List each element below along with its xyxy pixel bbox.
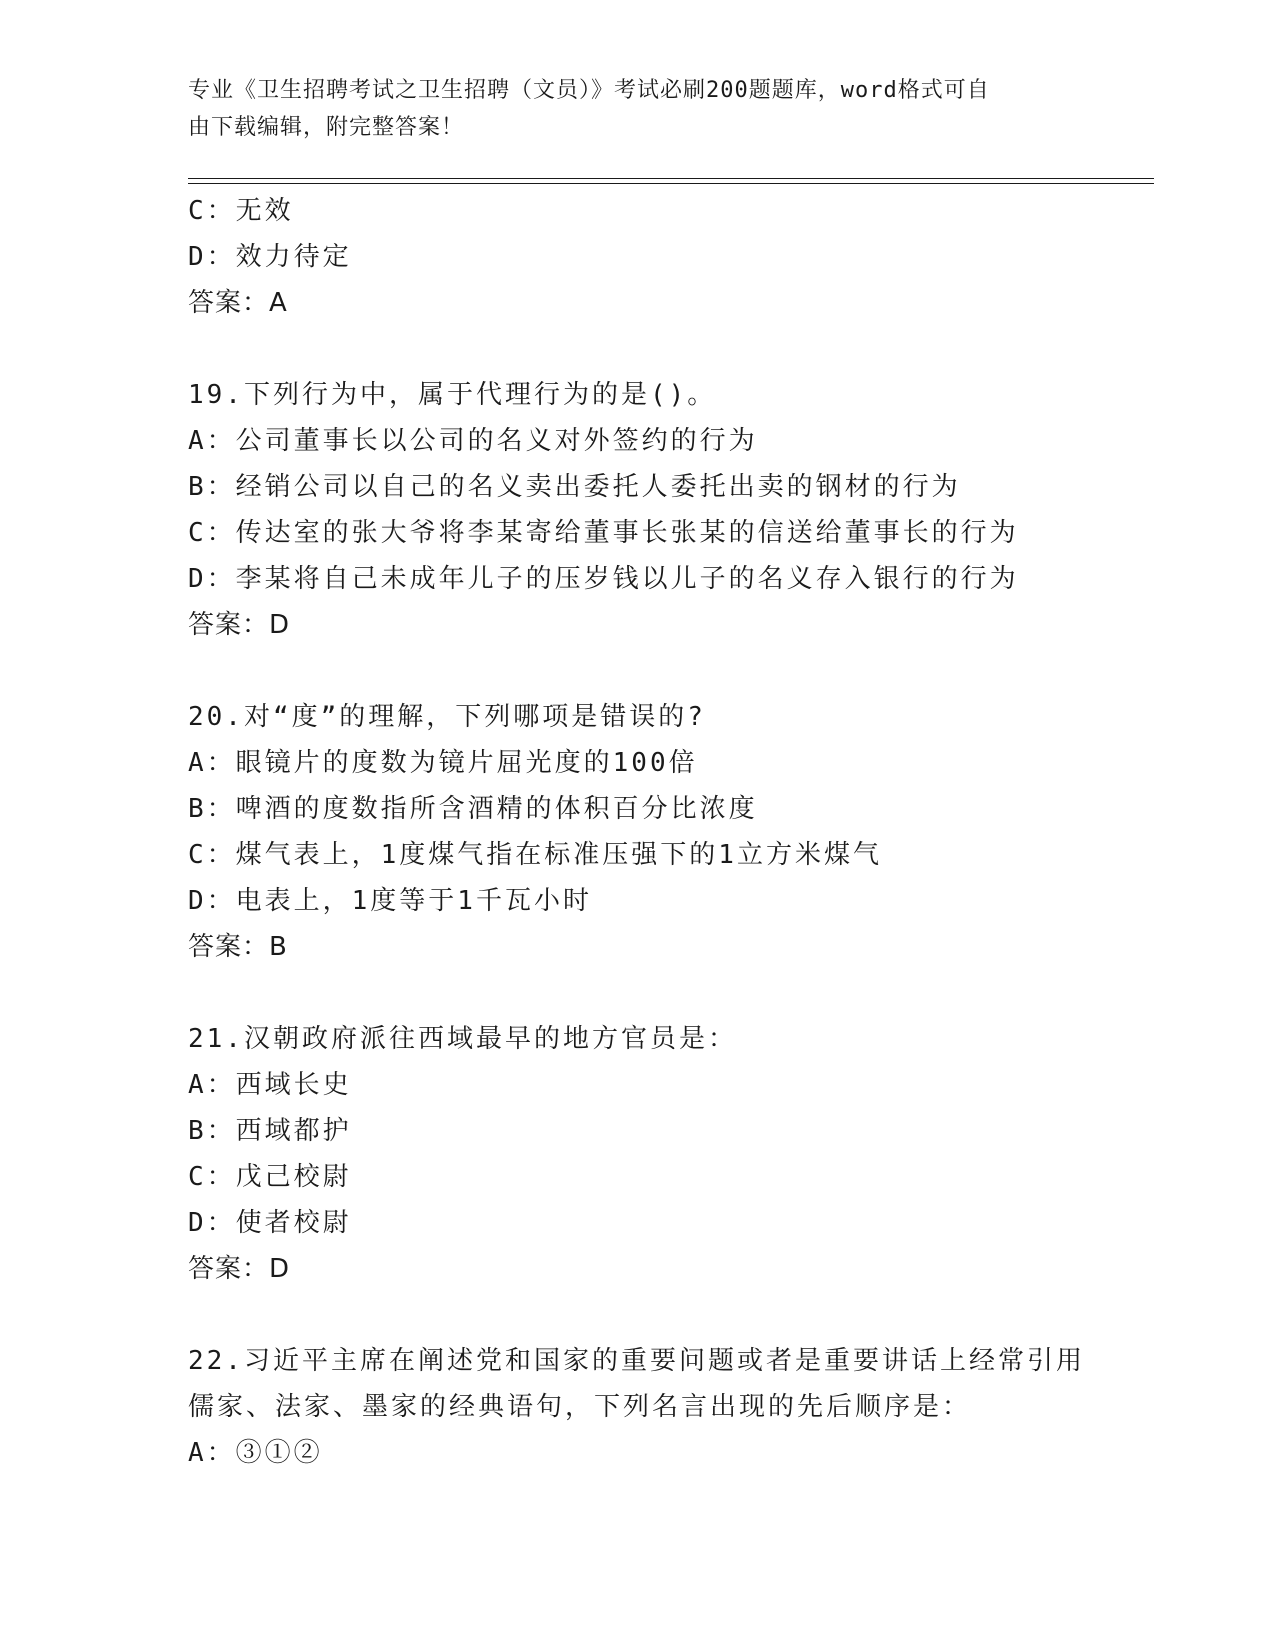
spacer [188,1292,1088,1338]
question-block-22 [188,1338,1088,1476]
question-text: 19.下列行为中，属于代理行为的是()。 [188,380,717,410]
option-d: D：效力待定 [188,242,352,272]
option-a: A：眼镜片的度数为镜片屈光度的100倍 [188,748,698,778]
question-text: 21.汉朝政府派往西域最早的地方官员是： [188,1024,737,1054]
option-a: A：③①② [188,1438,323,1468]
question-block-19 [188,372,1088,648]
header-line-2: 由下载编辑，附完整答案！ [188,115,465,140]
answer-line: 答案：D [188,1254,291,1284]
spacer [188,648,1088,694]
question-block-previous [188,188,1088,326]
option-d: D：电表上，1度等于1千瓦小时 [188,886,592,916]
spacer [188,970,1088,1016]
question-text-line-1: 22.习近平主席在阐述党和国家的重要问题或者是重要讲话上经常引用 [188,1346,1085,1376]
question-block-20 [188,694,1088,970]
answer-line: 答案：A [188,288,288,318]
answer-line: 答案：B [188,932,288,962]
question-text: 20.对“度”的理解，下列哪项是错误的? [188,702,706,732]
option-c: C：煤气表上，1度煤气指在标准压强下的1立方米煤气 [188,840,882,870]
answer-line: 答案：D [188,610,291,640]
option-d: D：使者校尉 [188,1208,352,1238]
option-c: C：传达室的张大爷将李某寄给董事长张某的信送给董事长的行为 [188,518,1019,548]
option-c: C：无效 [188,196,294,226]
option-b: B：西域都护 [188,1116,352,1146]
option-a: A：西域长史 [188,1070,352,1100]
document-header [188,72,1068,146]
option-c: C：戊己校尉 [188,1162,352,1192]
question-list [188,188,1088,1476]
question-block-21 [188,1016,1088,1292]
option-b: B：经销公司以自己的名义卖出委托人委托出卖的钢材的行为 [188,472,961,502]
option-a: A：公司董事长以公司的名义对外签约的行为 [188,426,758,456]
option-b: B：啤酒的度数指所含酒精的体积百分比浓度 [188,794,758,824]
header-divider-top [188,178,1154,179]
question-text-line-2: 儒家、法家、墨家的经典语句，下列名言出现的先后顺序是： [188,1392,972,1422]
spacer [188,326,1088,372]
header-line-1: 专业《卫生招聘考试之卫生招聘（文员）》考试必刷200题题库，word格式可自 [188,78,990,103]
header-divider-bottom [188,183,1154,184]
option-d: D：李某将自己未成年儿子的压岁钱以儿子的名义存入银行的行为 [188,564,1019,594]
